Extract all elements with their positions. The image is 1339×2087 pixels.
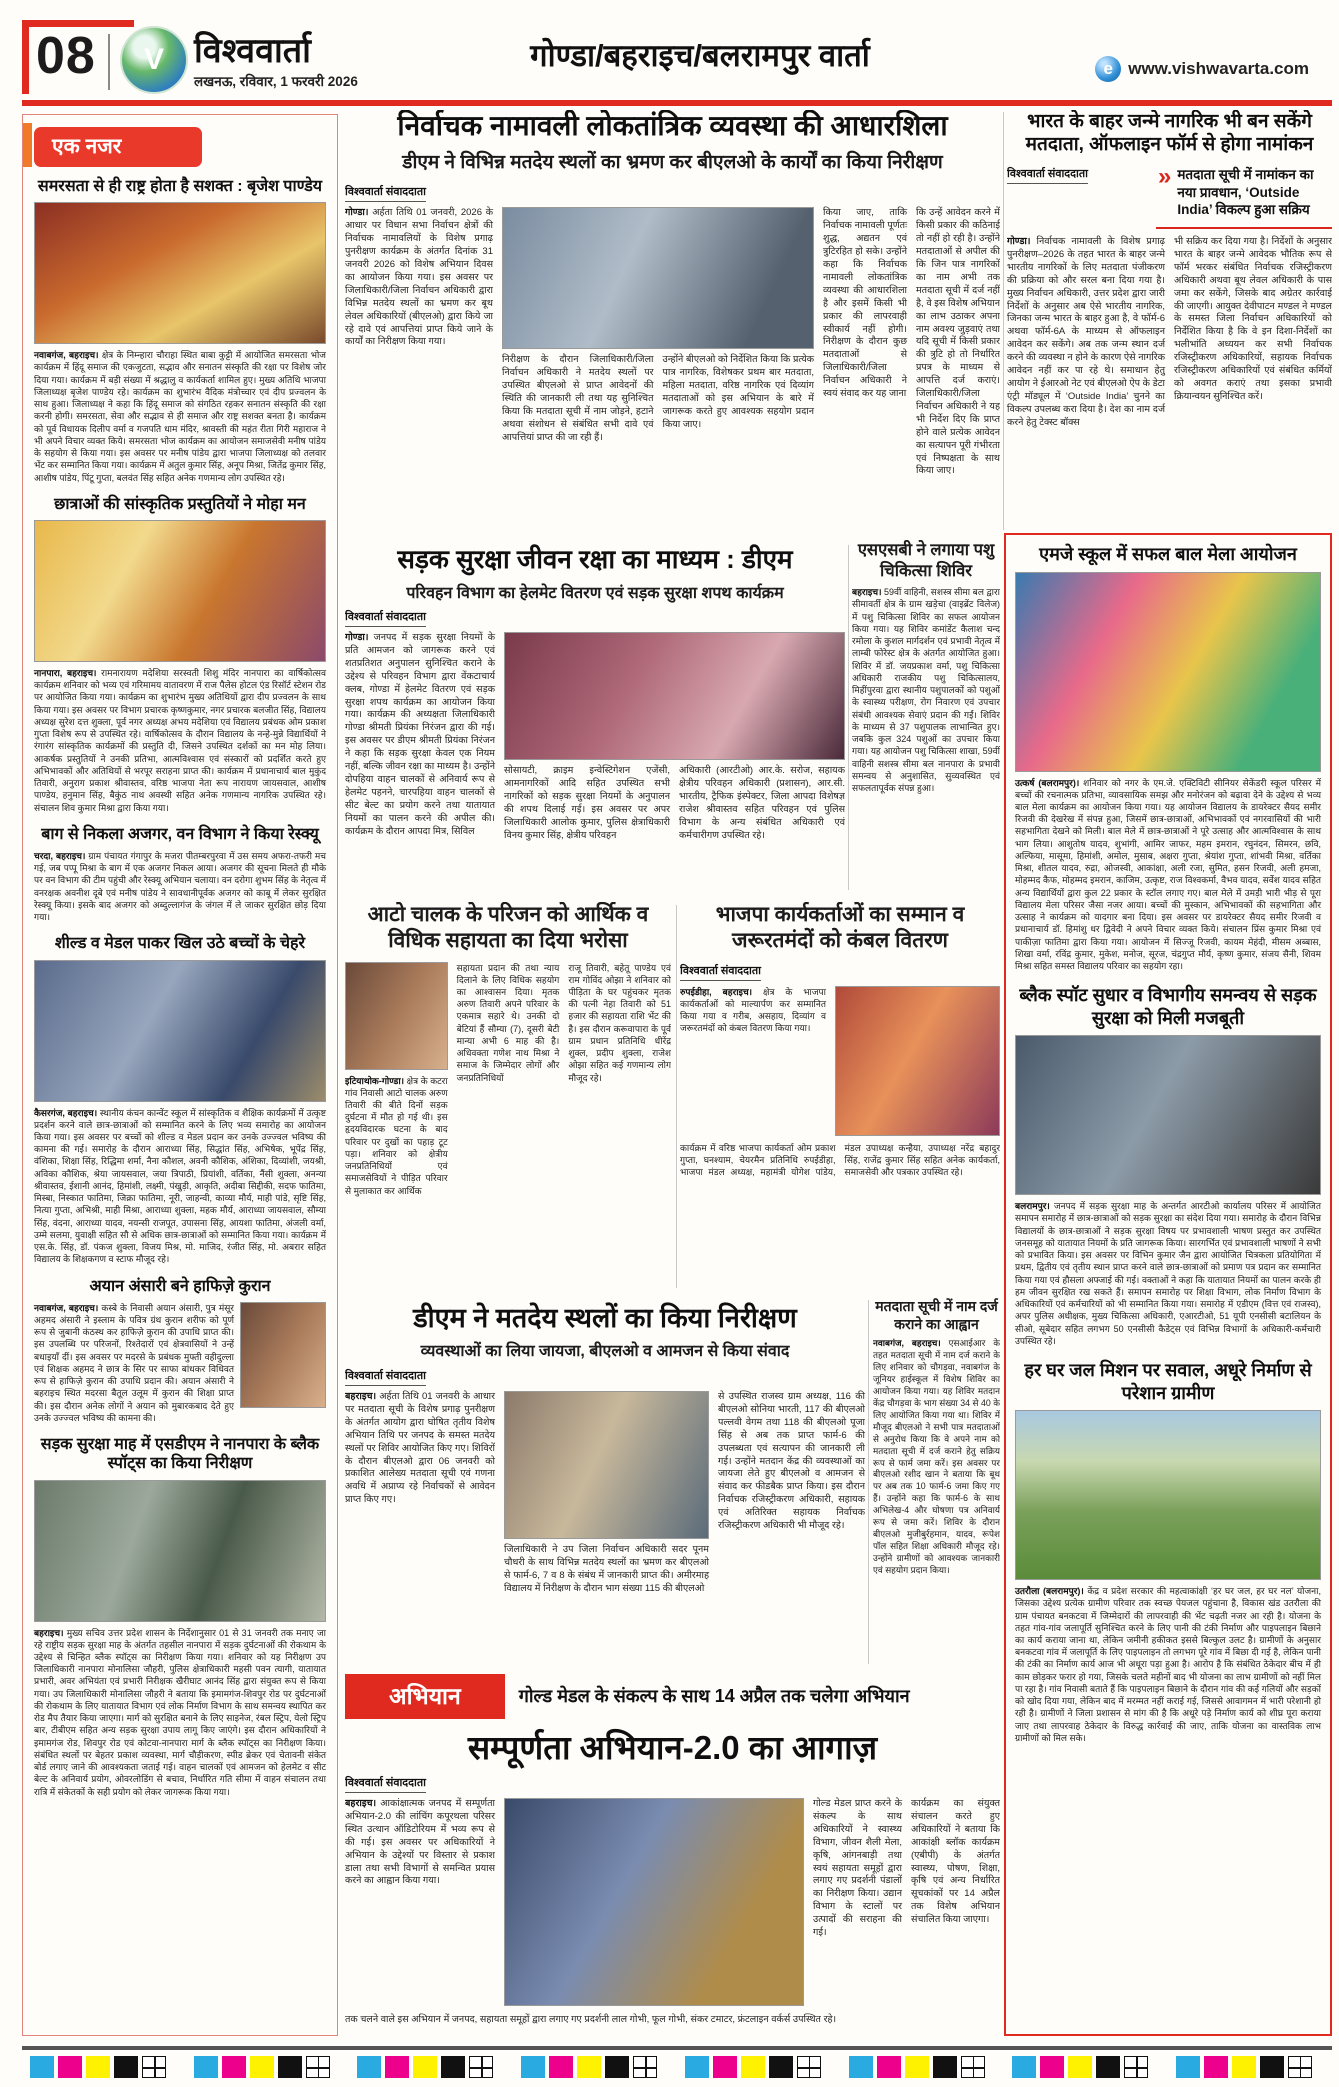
mj-body: शनिवार को नगर के एम.जे. एक्टिविटी सीनियर सेकेंडरी स्कूल परिसर में बच्चों की रचनात्मक प्रतिभा, व्यावसायिक समझ और मनोरंजन को बढ़ावा देने के उद्देश्य से भव्य बाल मेला कार्यक्रम का आयोजन किया गया। यह आयोजन विद्यालय के डायरेक्टर सैयद समीर रिजवी की देखरेख में संपन्न हुआ, जिसमें छात्र-छात्राओं, अभिभावकों एवं नगरवासियों की भारी सहभागिता देखने को मिली। बाल मेले में छात्र-छात्राओं ने पूरे उत्साह और आत्मविश्वास के साथ भाग लिया। आशुतोष यादव, शुभांगी, आमिर जाफर, महम इमरान, रघुनंदन, सिमरन, छवि, अल्फिया, मासूमा, हिमांशी, अमोल, मुसाब, अक्षरा गुप्ता, श्रेयांश गुप्ता, शांभवी मिश्रा, वर्तिका मिश्रा, शीतल यादव, रुद्रा, ओजस्वी, आकांक्षा, अली रजा, सुमित, हसन रिजवी, अली हमजा, मोहम्मद कैफ, मोहम्मद इमरान, काजिम, उत्कृष्ट, राज विश्वकर्मा, वैभव यादव, सर्वेश यादव सहित अन्य विद्यार्थियों द्वारा कुल 22 प्रकार के स्टॉल लगाए गए। बाल मेले में उमड़ी भारी भीड़ से पूरा विद्यालय मेला परिसर जैसा नजर आया। बच्चों की मुस्कान, अभिभावकों की सहभागिता और उत्साह ने कार्यक्रम को यादगार बना दिया। इस अवसर पर डायरेक्टर सैयद समीर रिजवी व प्रधानाचार्य डॉ. हिमांशु धर द्विवेदी ने अपने विचार व्यक्त किये। संचालन प्रिंस कुमार मिश्रा एवं पाकीज़ा फातिमा द्वारा किया गया। आयोजन में सिज्जू रिजवी, कायम मेहंदी, मीसम अब्बास, शिखा वर्मा, रविंद्र कुमार, मुकेश, मनोज, सूरज, चंद्रगुप्त मौर्य, कृष्ण कुमार, संजय सैनी, शिवम मिश्रा सहित समस्त विद्यालय परिवार का सहयोग रहा।: [1015, 777, 1321, 972]
quote-text: मतदाता सूची में नामांकन का नया प्रावधान, ‘Outside India’ विकल्प हुआ सक्रिय: [1177, 167, 1314, 218]
road-col2: सोसायटी, क्राइम इन्वेस्टिगेशन एजेंसी, आमनागरिकों आदि सहित उपस्थित सभी नागरिकों को सड़क सुरक्षा नियमों के अनुपालन की शपथ दिलाई गई। इस अवसर पर अपर जिलाधिकारी आलोक कुमार, पुलिस क्षेत्राधिकारी विनय कुमार सिंह, क्षेत्रीय परिवहन: [504, 765, 670, 841]
auto-driver-story: [345, 902, 671, 1292]
road-headline: सड़क सुरक्षा जीवन रक्षा का माध्यम : डीएम: [397, 544, 793, 574]
sidebar-story-blackspot-sdm: [34, 1435, 326, 1798]
story-body: स्थानीय कंचन कान्वेंट स्कूल में सांस्कृतिक व शैक्षिक कार्यक्रमों में उत्कृष्ट प्रदर्शन करने वाले छात्र-छात्राओं को सम्मानित करने के लिए भव्य समारोह का आयोजन किया गया। इस अवसर पर बच्चों को शील्ड व मेडल प्रदान कर उनके उज्ज्वल भविष्य की कामना की गई। समारोह के दौरान आराध्या सिंह, सिद्धांत सिंह, अभिषेक, भूपेंद्र सिंह, वंशिका, शिक्षा सिंह, रिद्धिमा शर्मा, नैना कौशल, अवनी कौशिक, अंशिका, दिव्यांशी, जयश्री, अविका कौशिक, श्रेया जायसवाल, जया त्रिपाठी, प्रियांशी, वर्तिका, नैंसी शुक्ला, अनन्या श्रीवास्तव, ईशानी आनंद, हिमांशी, लक्ष्मी, पंखुड़ी, आकृति, अदीबा सिद्दीकी, सदफ फातिमा, मिस्बा, निस्कात फातिमा, जिक्रा फातिमा, नूरी, जाहन्वी, काव्या मौर्य, माही पांडे, सृष्टि सिंह, नित्या गुप्ता, अभिश्री, माही मिश्रा, आराध्या शुक्ला, महक मौर्य, आराध्या जायसवाल, सौम्या सिंह, वंदना, आराध्या यादव, नयन्सी राजपूत, उपासना सिंह, आयशा फातिमा, अंजली वर्मा, उम्मे सलमा, युवाक्षी सहित सौ से अधिक छात्र-छात्राओं को सम्मानित किया गया। कार्यक्रम में एस.के. सिंह, डॉ. पंकज शुक्ला, विजय मिश्र, मो. माजिद, रंजीत सिंह, मो. अबरार सहित विद्यालय के शिक्षकगण व स्टाफ मौजूद रहे।: [34, 1107, 326, 1265]
browser-e-icon: e: [1095, 56, 1121, 82]
masthead-title: विश्ववार्ता: [194, 32, 311, 70]
story-body: क्षेत्र के निम्न्हारा चौराहा स्थित बाबा कुट्टी में आयोजित समरसता भोज कार्यक्रम में हिंदू समाज की एकजुटता, सद्भाव और सनातन संस्कृति की रक्षा पर विशेष जोर दिया गया। कार्यक्रम में बड़ी संख्या में श्रद्धालु व कार्यकर्ता शामिल हुए। मुख्य अतिथि भाजपा जिलाध्यक्ष बृजेश पाण्डेय रहे। कार्यक्रम का शुभारंभ वैदिक मंत्रोच्चार एवं दीप प्रज्वलन के साथ हुआ। जिलाध्यक्ष ने कहा कि हिंदू समाज को संगठित रहकर सनातन संस्कृति की रक्षा करनी होगी। समरसता, सेवा और सद्भाव से ही समाज और राष्ट्र सशक्त बनता है। कार्यक्रम को पूर्व विधायक दिलीप वर्मा व गजपति धाम मंदिर, श्रावस्ती की महंत रीता गिरी महाराज ने भी अपने विचार व्यक्त किये। समरसता भोज कार्यक्रम का आयोजन समाजसेवी मनीष पांडेय के सहयोग से किया गया। इस अवसर पर मनीष पांडेय द्वारा भाजपा जिलाध्यक्ष को तलवार भेंट कर सम्मानित किया गया। कार्यक्रम में अतुल कुमार सिंह, अनूप मिश्रा, जितेंद्र कुमार सिंह, आशीष पांडेय, पिंटू गुप्ता, बलवंत सिंह सहित अनेक गणमान्य लोग उपस्थित रहे।: [34, 350, 326, 483]
registration-mark-icon: [1288, 2056, 1312, 2078]
quote-chevrons-icon: »: [1158, 163, 1172, 191]
dateline: गोण्डा।: [345, 207, 369, 219]
water-tank-site-photo: [1015, 1410, 1321, 1580]
mj-school-story: [1015, 543, 1321, 972]
lead-subhead: डीएम ने विभिन्न मतदेय स्थलों का भ्रमण कर बीएलओ के कार्यों का किया निरीक्षण: [402, 152, 943, 174]
auto-col3: राजू तिवारी, बहेतू पाण्डेय एवं राम गोविंद ओझा ने शनिवार को पीड़िता के घर पहुंचकर मृतक की पत्नी नेहा तिवारी को 51 हजार की सहायता राशि भेंट की है। इस दौरान करूवापारा के पूर्व ग्राम प्रधान प्रतिनिधि धीरेंद्र शुक्ल, प्रदीप शुक्ला, राजेश ओझा सहित कई गणमान्य लोग मौजूद रहे।: [568, 962, 671, 1083]
right-boxed-column: [1004, 533, 1332, 2036]
bal-mela-crowd-photo: [1015, 572, 1321, 772]
cmyk-group: [521, 2056, 657, 2078]
column-rule: [676, 905, 677, 1288]
cmyk-registration-bars: [30, 2056, 1312, 2078]
samp-headline: सम्पूर्णता अभियान-2.0 का आगाज़: [467, 1729, 878, 1766]
blackspot-body: जनपद में सड़क सुरक्षा माह के अन्तर्गत आरटीओ कार्यालय परिसर में आयोजित समापन समारोह में छात्र-छात्राओं को सड़क सुरक्षा का संदेश दिया गया। समारोह के दौरान विभिन्न विद्यालयों के छात्र-छात्राओं ने सड़क सुरक्षा विषय पर प्रभावशाली भाषण प्रस्तुत कर उपस्थित जनसमूह को यातायात नियमों के प्रति जागरूक किया। सारगर्भित एवं प्रभावशाली भाषणों ने सभी को प्रभावित किया। इस अवसर पर विभिन कुमार जैन द्वारा आयोजित चित्रकला प्रतियोगिता में प्रथम, द्वितीय एवं तृतीय स्थान प्राप्त करने वाले छात्र-छात्राओं को प्रमाण पत्र प्रदान कर सम्मानित किया गया एवं हौसला अफ्जाई की गई। वक्ताओं ने कहा कि यातायात नियमों का पालन करके ही हम जीवन सुरक्षित रख सकते हैं। समापन समारोह पर शिक्षा विभाग, लोक निर्माण विभाग के अधिकारियों एवं कर्मचारियों को भी सम्मानित किया गया। समारोह में एडीएम (वित्त एवं राजस्व), अपर पुलिस अधीक्षक, मुख्य चिकित्सा अधिकारी, एआरटीओ, 51 यूपी एनसीसी बटालियन के सीओ, सूबेदार सहित लगभग 50 एनसीसी कैडेट्स एवं विभिन्न विभागों के अधिकारी-कर्मचारी उपस्थित रहे।: [1015, 1201, 1321, 1346]
bjp-kambal-story: [680, 902, 1000, 1292]
byline: विश्ववार्ता संवाददाता: [345, 1775, 426, 1793]
ek-nazar-column: [22, 114, 338, 2036]
dm-subhead: व्यवस्थाओं का लिया जायजा, बीएलओ व आमजन से किया संवाद: [420, 1343, 790, 1360]
sidebar-story-shield-medal: [34, 934, 326, 1265]
story-headline: सड़क सुरक्षा माह में एसडीएम ने नानपारा के ब्लैक स्पॉट्स का किया निरीक्षण: [40, 1436, 320, 1473]
naam-darj-story: [873, 1298, 1000, 1668]
dateline: नवाबगंज, बहराइच।: [873, 1338, 941, 1348]
road-col3: अधिकारी (आरटीओ) आर.के. सरोज, सहायक क्षेत्रीय परिवहन अधिकारी (प्रशासन), आर.सी. भारतीय, ट्रैफिक इंस्पेक्टर, जिला आपदा विशेषज्ञ राजेश श्रीवास्तव सहित परिवहन एवं पुलिस विभाग के अन्य संबंधित अधिकारी एवं कर्मचारीगण उपस्थित रहे।: [679, 765, 845, 841]
auto-col2: सहायता प्रदान की तथा न्याय दिलाने के लिए विधिक सहयोग का आश्वासन दिया। मृतक अरुण तिवारी अपने परिवार के एकमात्र सहारे थे। उनकी दो बेटियां हैं सौम्या (7), दूसरी बेटी मान्या अभी 6 माह की है। अधिवक्ता गणेश नाथ मिश्रा ने समाज के जिम्मेदार लोगों और जनप्रतिनिधियों: [456, 962, 560, 1083]
registration-mark-icon: [469, 2056, 493, 2078]
samp-col3: कार्यक्रम का संयुक्त संचालन करते हुए अधिकारियों ने बताया कि आकांक्षी ब्लॉक कार्यक्रम (एबीपी) के अंतर्गत स्वास्थ्य, पोषण, शिक्षा, कृषि एवं अन्य निर्धारित सूचकांकों पर 14 अप्रैल तक विशेष अभियान संचालित किया जाएगा।: [911, 1798, 1000, 1926]
outside-col1: निर्वाचक नामावली के विशेष प्रगाढ़ पुनरीक्षण–2026 के तहत भारत के बाहर जन्मे भारतीय नागरिकों के लिए मतदाता पंजीकरण की प्रक्रिया को और सरल बना दिया गया है। मुख्य निर्वाचन अधिकारी, उत्तर प्रदेश द्वारा जारी निर्देशों के अनुसार अब ऐसे भारतीय नागरिक, जिनका जन्म भारत के बाहर हुआ है, वे फॉर्म-6 अथवा फॉर्म-6A के माध्यम से ऑफलाइन आवेदन कर सकेंगे। अब तक जन्म स्थान दर्ज करने की व्यवस्था न होने के कारण ऐसे नागरिक आवेदन नहीं कर पा रहे थे। समाधान हेतु आयोग ने ईआरओ नेट एवं बीएलओ ऐप के डेटा एंट्री मॉड्यूल में ‘Outside India’ चुनने का विकल्प उपलब्ध करा दिया है। देश का नाम दर्ज करने हेतु टेक्स्ट बॉक्स: [1007, 235, 1165, 428]
jal-headline: हर घर जल मिशन पर सवाल, अधूरे निर्माण से परेशान ग्रामीण: [1024, 1360, 1312, 1403]
dateline: चरदा, बहराइच।: [34, 850, 86, 861]
auto-headline: आटो चालक के परिजन को आर्थिक व विधिक सहायता का दिया भरोसा: [367, 903, 649, 953]
lead-col3: उन्होंने बीएलओ को निर्देशित किया कि प्रत्येक पात्र नागरिक, विशेषकर प्रथम बार मतदाता, महिला मतदाता, वरिष्ठ नागरिक एवं दिव्यांग मतदाताओं को इस अभियान के बारे में जागरूक करते हुए आवश्यक सहयोग प्रदान किया जाए।: [662, 354, 814, 430]
cmyk-group: [1176, 2056, 1312, 2078]
dateline: बलरामपुर।: [1015, 1201, 1050, 1212]
byline: विश्ववार्ता संवाददाता: [345, 609, 426, 627]
story-body: मुख्य सचिव उत्तर प्रदेश शासन के निर्देशानुसार 01 से 31 जनवरी तक मनाए जा रहे राष्ट्रीय सड़क सुरक्षा माह के अंतर्गत तहसील नानपारा में सड़क दुर्घटनाओं की रोकथाम के उद्देश्य से चिन्हित ब्लैक स्पॉट्स का निरीक्षण किया गया। शनिवार को यह निरीक्षण उप जिलाधिकारी नानपारा मोनालिसा जौहरी, पुलिस क्षेत्राधिकारी महसी पवन त्यागी, यातायात प्रभारी, अवर अभियंता एवं प्रभारी निरीक्षक खैरीघाट आनंद सिंह द्वारा संयुक्त रूप से किया गया। उप जिलाधिकारी मोनालिसा जौहरी ने बताया कि इमामगंज-शिवपुर रोड पर दुर्घटनाओं की रोकथाम के लिए यातायात विभाग एवं लोक निर्माण विभाग के साथ समन्वय स्थापित कर रोड मैप तैयार किया जाएगा। मार्ग को सुरक्षित बनाने के लिए साइनेज, रंबल स्ट्रिप, येलो स्ट्रिप बार, टीबीएम सहित अन्य सड़क सुरक्षा उपाय लागू किए जाएंगे। इस दौरान अधिकारियों ने इमामगंज रोड, शिवपुर रोड एवं कोटवा-नानपारा मार्ग के ब्लैक स्पॉट्स का निरीक्षण किया। संबंधित स्थलों पर बेहतर प्रकाश व्यवस्था, मार्ग चौड़ीकरण, स्पीड ब्रेकर एवं चेतावनी संकेत बोर्ड लगाए जाने की आवश्यकता जताई गई। वाहन चालकों एवं आमजन को हेलमेट व सीट बेल्ट के अनिवार्य प्रयोग, ओवरलोडिंग से बचाव, निर्धारित गति सीमा में वाहन संचालन तथा रात्रि में संकेतकों के सही प्रयोग को लेकर जागरूक किया गया।: [34, 1627, 326, 1797]
registration-mark-icon: [633, 2056, 657, 2078]
bjp-col2: कार्यक्रम में वरिष्ठ भाजपा कार्यकर्ता ओम प्रकाश गुप्ता, घनश्याम, चेयरमैन प्रतिनिधि रुपईडीहा, भाजपा मंडल अध्यक्ष, महामंत्री योगेश पांडेय, मंडल उपाध्यक्ष कन्हैया, उपाध्यक्ष नरेंद्र बहादुर सिंह, राजेंद्र कुमार सिंह सहित अनेक कार्यकर्ता, समाजसेवी और पत्रकार उपस्थित रहे।: [680, 1142, 1000, 1177]
abhiyan-badge: अभियान: [345, 1674, 505, 1719]
story-headline: छात्राओं की सांस्कृतिक प्रस्तुतियों ने मोहा मन: [54, 495, 306, 513]
blackspot-headline: ब्लैक स्पॉट सुधार व विभागीय समन्वय से सड़क सुरक्षा को मिली मजबूती: [1019, 985, 1317, 1028]
helmet-event-photo: [504, 632, 845, 760]
dateline: उतरौला (बलरामपुर)।: [1015, 1586, 1084, 1597]
story-headline: बाग से निकला अजगर, वन विभाग ने किया रेस्क्यू: [41, 825, 319, 843]
column-rule: [1003, 112, 1004, 530]
byline: विश्ववार्ता संवाददाता: [345, 184, 426, 202]
page-number: 08: [36, 27, 96, 85]
blackspot-story: [1015, 984, 1321, 1347]
website-link[interactable]: [1095, 56, 1309, 82]
section-title: गोण्डा/बहराइच/बलरामपुर वार्ता: [530, 38, 870, 73]
road-safety-story: [345, 540, 845, 896]
byline: विश्ववार्ता संवाददाता: [345, 1368, 426, 1386]
dm-headline: डीएम ने मतदेय स्थलों का किया निरीक्षण: [413, 1303, 797, 1333]
cmyk-group: [30, 2056, 166, 2078]
story-body: रामनारायण मदेशिया सरस्वती शिशु मंदिर नानपारा का वार्षिकोत्सव कार्यक्रम शनिवार को भव्य एवं गरिमामय वातावरण में राज पैलेस होटल एंड रिसॉर्ट स्टेशन रोड पर आयोजित किया गया। कार्यक्रम का शुभारंभ मुख्य अतिथियों द्वारा दीप प्रज्वलन के साथ किया गया। इस अवसर पर विभाग प्रचारक कृष्णकुमार, नगर प्रचारक बलजीत सिंह, विद्यालय अध्यक्ष सुरेश दत्त शुक्ला, पूर्व नगर अध्यक्ष अभय मदेशिया एवं विद्यालय प्रबंधक ओम प्रकाश गुप्ता विशेष रूप से उपस्थित रहे। वार्षिकोत्सव के दौरान विद्यालय के नन्हे-मुन्ने विद्यार्थियों ने रंगारंग सांस्कृतिक कार्यक्रमों की प्रस्तुति दी, जिसने उपस्थित दर्शकों का मन मोह लिया। आकर्षक प्रस्तुतियों ने उनकी प्रतिभा, आत्मविश्वास एवं संस्कारों को प्रदर्शित करते हुए अभिभावकों और अतिथियों से भरपूर सराहना प्राप्त की। कार्यक्रम में प्रधानाचार्य बाल मुकुंद तिवारी, अनुराग प्रकाश श्रीवास्तव, वरिष्ठ भाजपा नेता रूप नारायण जायसवाल, आशीष पाण्डेय, हनुमान सिंह, बैकुंठ नाथ अवस्थी सहित अनेक गणमान्य नागरिक उपस्थित रहे। संचालन शिव कुमार मिश्रा द्वारा किया गया।: [34, 667, 326, 813]
cmyk-group: [685, 2056, 821, 2078]
outside-col2: भी सक्रिय कर दिया गया है। निर्देशों के अनुसार भारत के बाहर जन्मे आवेदक भौतिक रूप से फॉर्म भरकर संबंधित निर्वाचक रजिस्ट्रीकरण अधिकारी अथवा बूथ लेवल अधिकारी के पास जमा कर सकेंगे, जिसके बाद अग्रेतर कार्रवाई की जाएगी। आयुक्त देवीपाटन मण्डल ने मण्डल के समस्त जिला निर्वाचन अधिकारियों को निर्देशित किया है कि वे इन दिशा-निर्देशों का भलीभांति अध्ययन कर सभी निर्वाचक रजिस्ट्रीकरण अधिकारियों, सहायक निर्वाचक रजिस्ट्रीकरण अधिकारियों एवं संबंधित कर्मियों को अवगत कराएं तथा इसका प्रभावी क्रियान्वयन सुनिश्चित करें।: [1174, 235, 1332, 402]
header-red-rule: [22, 100, 1332, 106]
road-subhead: परिवहन विभाग का हेलमेट वितरण एवं सड़क सुरक्षा शपथ कार्यक्रम: [406, 585, 784, 602]
cmyk-group: [357, 2056, 493, 2078]
sidebar-story-samarasta: [34, 177, 326, 484]
cmyk-group: [194, 2056, 330, 2078]
dm-col2: जिलाधिकारी ने उप जिला निर्वाचन अधिकारी सदर पूनम चौधरी के साथ विभिन्न मतदेय स्थलों का भ्रमण कर बीएलओ से फार्म-6, 7 व 8 के संबंध में जानकारी प्राप्त की। अमीरमाह विद्यालय में निरीक्षण के दौरान भाग संख्या 115 की बीएलओ: [504, 1544, 709, 1594]
police-road-event-photo: [1015, 1035, 1321, 1195]
bereaved-family-photo: [345, 962, 448, 1070]
samp-col1: आकांक्षात्मक जनपद में सम्पूर्णता अभियान-2.0 की लांचिंग कपूरथला परिसर स्थित उत्थान ऑडिटोरियम में भव्य रूप से की गई। इस अवसर पर अधिकारियों ने अभियान के उद्देश्यों पर विस्तार से प्रकाश डाला तथा सभी विभागों से समन्वित प्रयास करने का आह्वान किया गया।: [345, 1798, 496, 1887]
ayan-ansari-photo: [240, 1302, 326, 1408]
story-headline: समरसता से ही राष्ट्र होता है सशक्त : बृजेश पाण्डेय: [37, 178, 323, 195]
registration-mark-icon: [306, 2056, 330, 2078]
school-children-photo: [34, 960, 326, 1102]
ssb-camp-story: [852, 540, 1000, 892]
abhiyan-band-text: गोल्ड मेडल के संकल्प के साथ 14 अप्रैल तक चलेगा अभियान: [518, 1686, 910, 1706]
footer-rule: [22, 2046, 1332, 2050]
byline: विश्ववार्ता संवाददाता: [680, 963, 761, 981]
outside-india-story: [1007, 110, 1332, 528]
ssb-headline: एसएसबी ने लगाया पशु चिकित्सा शिविर: [857, 541, 995, 580]
red-corner-bar-vertical: [22, 20, 29, 94]
dateline: बहराइच।: [852, 587, 882, 598]
dateline: नवाबगंज, बहराइच।: [34, 350, 99, 361]
dateline: नवाबगंज, बहराइच।: [34, 1302, 99, 1313]
mj-headline: एमजे स्कूल में सफल बाल मेला आयोजन: [1039, 544, 1297, 564]
dateline: रुपईडीहा, बहराइच।: [680, 986, 753, 997]
sidebar-story-hafiz: [34, 1277, 326, 1425]
dm-col1: अर्हता तिथि 01 जनवरी के आधार पर मतदाता सूची के विशेष प्रगाढ़ पुनरीक्षण के अंतर्गत आयोग द्वारा घोषित तृतीय विशेष अभियान तिथि पर जनपद के समस्त मतदेय स्थलों पर शिविर आयोजित किए गए। शिविरों के दौरान बीएलओ द्वारा 06 जनवरी को प्रकाशित आलेख्य मतदाता सूची एवं गणना अवधि में अप्राप्य रहे निर्वाचकों से आवेदन प्राप्त किए गए।: [345, 1391, 496, 1506]
abhiyan-band: [345, 1674, 1000, 1718]
edition-line: लखनऊ, रविवार, 1 फरवरी 2026: [194, 74, 358, 89]
registration-mark-icon: [797, 2056, 821, 2078]
dateline: बहराइच।: [345, 1798, 377, 1809]
dateline: कैसरगंज, बहराइच।: [34, 1107, 98, 1118]
dateline: उत्कर्ष (बलरामपुर)।: [1015, 777, 1080, 788]
lead-headline: निर्वाचक नामावली लोकतांत्रिक व्यवस्था की आधारशिला: [397, 110, 948, 141]
bjp-col1: क्षेत्र के भाजपा कार्यकर्ताओं को माल्यार्पण कर सम्मानित किया गया व गरीब, असहाय, दिव्यांग व जरूरतमंदों को कंबल वितरण किया गया।: [680, 986, 826, 1034]
lead-story: [345, 110, 1000, 534]
cmyk-group: [849, 2056, 985, 2078]
byline: विश्ववार्ता संवाददाता: [1007, 166, 1088, 184]
stage-performance-photo: [34, 520, 326, 662]
story-body: ग्राम पंचायत गंगापुर के मजरा पीतम्बरपुरवा में उस समय अफरा-तफरी मच गई, जब पप्पू मिश्रा के बाग में एक अजगर निकल आया। अजगर की सूचना मिलते ही मौके पर वन विभाग की टीम पहुंची और रेस्क्यू अभियान चलाया। वन दरोगा शुभम सिंह के नेतृत्व में वनरक्षक अवनीश दूबे एवं मनीष पांडेय ने सावधानीपूर्वक अजगर को काबू में लेकर सुरक्षित रेस्क्यू किया। इसके बाद अजगर को अब्दुल्लागंज के जंगल में ले जाकर सुरक्षित छोड़ दिया गया।: [34, 850, 326, 923]
road-vehicles-photo: [34, 1480, 326, 1622]
naam-headline: मतदाता सूची में नाम दर्ज कराने का आह्वान: [875, 1298, 998, 1332]
dateline: गोण्डा।: [1007, 235, 1031, 247]
dm-col3: से उपस्थित राजस्व ग्राम अध्यक्ष, 116 की बीएलओ सोनिया भारती, 117 की बीएलओ पल्लवी वेगम तथा 118 की बीएलओ पूजा सिंह से अब तक प्राप्त फार्म-6 की उपलब्धता एवं सत्यापन की जानकारी ली गई। उन्होंने मतदान केंद्र की व्यवस्थाओं का जायजा लेते हुए बीएलओ व आमजन से संवाद कर फीडबैक प्राप्त किया। इस दौरान निर्वाचक रजिस्ट्रीकरण अधिकारी, सहायक एवं अतिरिक्त सहायक निर्वाचक रजिस्ट्रीकरण अधिकारी भी मौजूद रहे।: [718, 1391, 865, 1532]
lead-col2: निरीक्षण के दौरान जिलाधिकारी/जिला निर्वाचन अधिकारी ने मतदेय स्थलों पर उपस्थित बीएलओ से प्राप्त आवेदनों की स्थिति की जानकारी ली तथा यह सुनिश्चित किया कि मतदाता सूची में नाम जोड़ने, हटाने अथवा संशोधन से संबंधित सभी दावे एवं आपत्तियां प्राप्त की जा रही हैं।: [502, 354, 654, 443]
launch-event-photo: [504, 1798, 804, 2006]
dateline: बहराइच।: [345, 1391, 377, 1402]
header-divider: [108, 34, 110, 90]
samp-footer-line: तक चलने वाले इस अभियान में जनपद, सहायता समूहों द्वारा लगाए गए प्रदर्शनी लाल गोभी, फूल गोभी, संकर टमाटर, फ्रंटलाइन वर्कर्स उपस्थित रहे।: [345, 2014, 837, 2025]
website-url[interactable]: www.vishwavarta.com: [1128, 59, 1309, 78]
story-headline: शील्ड व मेडल पाकर खिल उठे बच्चों के चेहरे: [54, 935, 306, 953]
ssb-body: 59वीं वाहिनी, सशस्त्र सीमा बल द्वारा सीमावर्ती क्षेत्र के ग्राम खड़ेचा (वाइब्रेंट विलेज) में पशु चिकित्सा शिविर का सफल आयोजन किया गया। यह शिविर कमांडेंट कैलाश चन्द रमोला के कुशल मार्गदर्शन एवं प्रभावी नेतृत्व में लाम्बी फोरेस्ट क्षेत्र के अंतर्गत आयोजित हुआ। शिविर में डॉ. जयप्रकाश वर्मा, पशु चिकित्सा अधिकारी राजकीय पशु चिकित्सालय, मिहींपुरवा द्वारा स्थानीय पशुपालकों को पशुओं के स्वास्थ्य परीक्षण, रोग निवारण एवं उपचार संबंधी आवश्यक सेवाएं प्रदान की गईं। शिविर के माध्यम से 37 पशुपालक लाभान्वित हुए। जबकि कुल 324 पशुओं का उपचार किया गया। यह आयोजन पशु चिकित्सा शाखा, 59वीं वाहिनी सशस्त्र सीमा बल नानपारा के प्रभावी समन्वय से अनुशासित, सुव्यवस्थित एवं सफलतापूर्वक संपन्न हुआ।: [852, 587, 1000, 793]
cmyk-group: [1012, 2056, 1148, 2078]
vishwavarta-logo-icon: V: [120, 26, 188, 94]
samp-col2: गोल्ड मेडल प्राप्त करने के संकल्प के साथ अधिकारियों ने स्वास्थ्य विभाग, जीवन शैली मेला, कृषि, आंगनबाड़ी तथा स्वयं सहायता समूहों द्वारा लगाए गए प्रदर्शनी पंडालों का निरीक्षण किया। उद्यान विभाग के स्टालों पर उत्पादों की सराहना की गई।: [813, 1798, 902, 1939]
ek-nazar-badge: एक नजर: [34, 127, 202, 167]
bjp-felicitation-photo: [835, 986, 1000, 1136]
lead-col5: कि उन्हें आवेदन करने में किसी प्रकार की कठिनाई तो नहीं हो रही है। उन्होंने मतदाताओं से अपील की कि जिन पात्र नागरिकों का नाम अभी तक मतदाता सूची में दर्ज नहीं है, वे इस विशेष अभियान का लाभ उठाकर अपना नाम अवश्य जुड़वाएं तथा यदि सूची में किसी प्रकार की त्रुटि हो तो निर्धारित प्रपत्र के माध्यम से आपत्ति दर्ज कराएं। जिलाधिकारी/जिला निर्वाचन अधिकारी ने यह भी निर्देश दिए कि प्राप्त होने वाले प्रत्येक आवेदन का सत्यापन पूरी गंभीरता एवं निष्पक्षता के साथ किया जाए।: [916, 207, 1000, 477]
registration-mark-icon: [1124, 2056, 1148, 2078]
dateline: इटियाथोक-गोण्डा।: [345, 1075, 405, 1086]
dm-matdey-story: [345, 1298, 865, 1668]
lead-col4: किया जाए, ताकि निर्वाचक नामावली पूर्णतः शुद्ध, अद्यतन एवं त्रुटिरहित हो सके। उन्होंने कहा कि निर्वाचक नामावली लोकतांत्रिक व्यवस्था की आधारशिला है और इसमें किसी भी प्रकार की लापरवाही स्वीकार्य नहीं होगी। निरीक्षण के दौरान कुछ मतदाताओं से जिलाधिकारी/जिला निर्वाचन अधिकारी ने स्वयं संवाद कर यह जाना: [823, 207, 907, 400]
lead-col1: अर्हता तिथि 01 जनवरी, 2026 के आधार पर विधान सभा निर्वाचन क्षेत्रों की निर्वाचक नामावलियों के विशेष प्रगाढ़ पुनरीक्षण कार्यक्रम के अंतर्गत दिनांक 31 जनवरी 2026 को विशेष अभियान दिवस का आयोजन किया गया। इस अवसर पर जिलाधिकारी/जिला निर्वाचन अधिकारी द्वारा विभिन्न मतदेय स्थलों का भ्रमण कर बूथ लेवल अधिकारियों (बीएलओ) द्वारा किये जा रहे दावे एवं आपत्तियां प्राप्त किये जाने के कार्यों का निरीक्षण किया गया।: [345, 207, 494, 348]
pull-quote: [1156, 164, 1332, 229]
sidebar-story-ajgar: [34, 825, 326, 924]
naam-body: एसआईआर के तहत मतदाता सूची में नाम दर्ज कराने के लिए शनिवार को चौगड़वा, नवाबगंज के जूनियर हाईस्कूल में विशेष शिविर का आयोजन किया गया। यह शिविर मतदान केंद्र चौगड़वा के भाग संख्या 34 से 40 के लिए आयोजित किया गया था। शिविर में मौजूद बीएलओ ने सभी पात्र मतदाताओं से अनुरोध किया कि वे अपने नाम को मतदाता सूची में दर्ज कराने हेतु सक्रिय रूप से फार्म जमा करें। इस अवसर पर बीएलओ रशीद खान ने बताया कि बूथ पर अब तक 10 फार्म-6 जमा किए गए हैं। उन्होंने कहा कि फार्म-6 के साथ अभिलेख-4 और घोषणा पत्र अनिवार्य रूप से जमा करें। शिविर के दौरान बीएलओ मुजीबुर्रहमान, यादव, रूपेश पॉल सहित शिक्षा अधिकारी मौजूद रहे। उन्होंने ग्रामीणों को आवश्यक जानकारी एवं सहयोग प्रदान किया।: [873, 1338, 1000, 1576]
column-rule: [848, 545, 849, 890]
column-rule: [868, 1300, 869, 1664]
dateline: गोण्डा।: [345, 632, 369, 643]
dm-inspection-photo: [502, 207, 814, 349]
road-col1: जनपद में सड़क सुरक्षा नियमों के प्रति आमजन को जागरूक करने एवं शतप्रतिशत अनुपालन सुनिश्चित कराने के उद्देश्य से परिवहन विभाग द्वारा वेंकटाचार्य क्लब, गोण्डा में हेलमेट वितरण एवं सड़क सुरक्षा शपथ कार्यक्रम का आयोजन किया गया। कार्यक्रम की अध्यक्षता जिलाधिकारी गोण्डा श्रीमती प्रियंका निरंजन द्वारा की गई। इस अवसर पर डीएम श्रीमती प्रियंका निरंजन ने कहा कि सड़क सुरक्षा केवल एक नियम नहीं, बल्कि जीवन रक्षा का माध्यम है। उन्होंने दोपहिया वाहन चालकों से अनिवार्य रूप से हेलमेट पहनने, चारपहिया वाहन चालकों से सीट बेल्ट का प्रयोग करने तथा यातायात नियमों का पालन करने की अपील की। कार्यक्रम के दौरान आपदा मित्र, सिविल: [345, 632, 495, 837]
story-body: कस्बे के निवासी अयान अंसारी, पुत्र मंसूर अहमद अंसारी ने इस्लाम के पवित्र ग्रंथ कुरान शरीफ को पूर्ण रूप से जुबानी कंठस्थ कर हाफिज़े कुरान की उपाधि प्राप्त की। इस उपलब्धि पर परिजनों, रिश्तेदारों एवं क्षेत्रवासियों ने उन्हें बधाइयाँ दीं। इस अवसर पर मदरसे के प्रबंधक मुफ्ती वहीदुल्ला एवं शिक्षक अहमद ने छात्र के सिर पर साफा बांधकर विधिवत रूप से हाफिज़े कुरान की उपाधि प्रदान की। अयान अंसारी ने बहराइच स्थित मदरसा बैतूल उलूम में कुरान की शिक्षा प्राप्त की। इस दौरान अनेक लोगों ने अयान को मुबारकबाद देते हुए उनके उज्ज्वल भविष्य की कामना की।: [34, 1302, 234, 1423]
registration-mark-icon: [142, 2056, 166, 2078]
dateline: बहराइच।: [34, 1627, 64, 1638]
registration-mark-icon: [961, 2056, 985, 2078]
har-ghar-jal-story: [1015, 1359, 1321, 1744]
story-headline: अयान अंसारी बने हाफिज़े कुरान: [89, 1277, 271, 1295]
booth-inspection-photo: [504, 1391, 709, 1539]
outside-headline: भारत के बाहर जन्मे नागरिक भी बन सकेंगे मतदाता, ऑफलाइन फॉर्म से होगा नामांकन: [1025, 111, 1314, 156]
auto-col1: क्षेत्र के कटरा गांव निवासी आटो चालक अरुण तिवारी की बीते दिनों सड़क दुर्घटना में मौत हो गई थी। इस हृदयविदारक घटना के बाद परिवार पर दुखों का पहाड़ टूट पड़ा। शनिवार को क्षेत्रीय जनप्रतिनिधियों एवं समाजसेवियों ने पीड़ित परिवार से मुलाकात कर आर्थिक: [345, 1075, 448, 1196]
sampurnata-story: [345, 1724, 1000, 2044]
sidebar-story-varshikotsav: [34, 495, 326, 814]
dateline: नानपारा, बहराइच।: [34, 667, 97, 678]
samarasta-bhoj-photo: [34, 202, 326, 344]
bjp-headline: भाजपा कार्यकर्ताओं का सम्मान व जरूरतमंदों को कंबल वितरण: [715, 903, 965, 953]
jal-body: केंद्र व प्रदेश सरकार की महत्वाकांक्षी ‘हर घर जल, हर घर नल’ योजना, जिसका उद्देश्य प्रत्येक ग्रामीण परिवार तक स्वच्छ पेयजल पहुंचाना है, विकास खंड उतरौला की ग्राम पंचायत बनकटवा में जिम्मेदारों की लापरवाही की भेंट चढ़ती नजर आ रही है। योजना के तहत गांव-गांव जलापूर्ति सुनिश्चित करने के लिए पानी की टंकी निर्माण और पाइपलाइन बिछाने का कार्य कराया जाना था, लेकिन जमीनी हकीकत इससे बिल्कुल उलट है। ग्रामीणों के अनुसार बनकटवा गांव में जलापूर्ति के लिए पाइपलाइन तो लगभग पूरे गांव में बिछा दी गई है, लेकिन पानी की टंकी का निर्माण कार्य आज भी अधूरा पड़ा हुआ है। आरोप है कि संबंधित ठेकेदार बीच में ही काम छोड़कर फरार हो गया, जिसके चलते महीनों बाद भी योजना का लाभ ग्रामीणों को नहीं मिल पा रहा है। गांव निवासी बताते हैं कि पाइपलाइन बिछाने के दौरान गांव की कई गलियों और सड़कों को खोद दिया गया, लेकिन बाद में मरम्मत नहीं कराई गई, जिससे आवागमन में भारी परेशानी हो रही है। ग्रामीणों ने जिला प्रशासन से मांग की है कि अधूरे पड़े निर्माण कार्य को शीघ्र पूरा कराया जाए तथा लापरवाह ठेकेदार के विरुद्ध कार्रवाई की जाए, ताकि योजना का वास्तविक लाभ ग्रामीणों को मिल सके।: [1015, 1586, 1321, 1743]
